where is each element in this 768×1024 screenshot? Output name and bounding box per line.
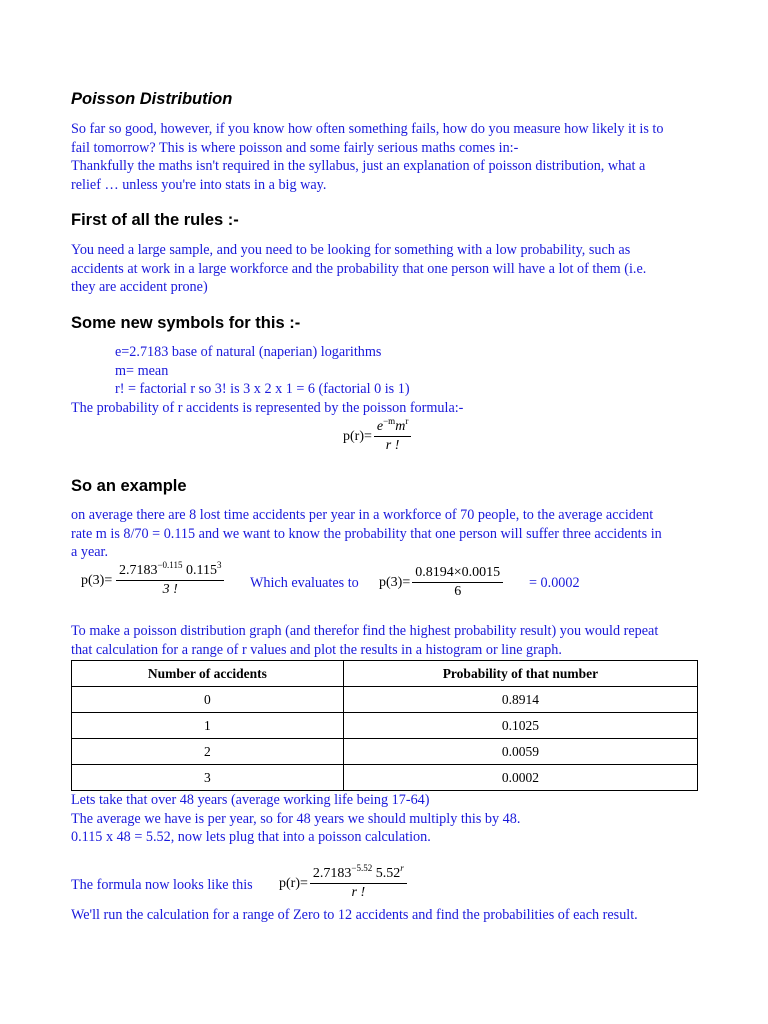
formula-exponent: −0.115 [157, 560, 183, 570]
table-cell: 2 [72, 739, 344, 765]
formula-base: 5.52 [375, 866, 401, 881]
table-cell: 0.1025 [343, 713, 697, 739]
formula-lhs: p(r)= [343, 428, 372, 444]
text-line: accidents at work in a large workforce and the probability that one person will have a lot of them (i.e. [71, 260, 647, 277]
formula-fraction [412, 565, 503, 600]
probability-table [71, 660, 698, 791]
formula-base: e [376, 419, 384, 434]
table-cell: 0.8914 [343, 687, 697, 713]
table-row [72, 713, 698, 739]
table-cell: 1 [72, 713, 344, 739]
formula-exponent: r [405, 416, 409, 426]
example-paragraph [71, 506, 703, 562]
text-line: fail tomorrow? This is where poisson and some fairly serious maths comes in:- [71, 139, 519, 156]
text-line: rate m is 8/70 = 0.115 and we want to know the probability that one person will suffer three accidents in [71, 525, 662, 542]
rules-paragraph [71, 241, 703, 297]
text-line: The average we have is per year, so for 48 years we should multiply this by 48. [71, 810, 521, 827]
formula-base: 2.7183 [312, 866, 352, 881]
formula-numerator [116, 560, 224, 581]
example-heading: So an example [71, 477, 187, 495]
text-line: Lets take that over 48 years (average working life being 17-64) [71, 792, 430, 808]
formula-base: m [395, 419, 406, 434]
column-header: Number of accidents [72, 661, 344, 687]
page-title: Poisson Distribution [71, 90, 233, 108]
formula-exponent: r [400, 863, 404, 873]
formula-denominator: 6 [454, 584, 462, 599]
formula-lhs: p(r)= [279, 875, 308, 891]
formula-numerator [310, 863, 407, 884]
table-row [72, 687, 698, 713]
table-row [72, 765, 698, 791]
formula-numerator [374, 416, 411, 437]
table-cell: 0.0002 [343, 765, 697, 791]
table-header-row [72, 661, 698, 687]
formula-lhs: p(3)= [379, 574, 411, 590]
evaluated-formula [379, 565, 503, 600]
formula-denominator: 3 ! [162, 582, 178, 597]
symbols-list [115, 343, 675, 399]
intro-paragraph [71, 120, 703, 194]
text-line: on average there are 8 lost time accidents per year in a workforce of 70 people, to the average accident [71, 507, 654, 523]
formula-denominator: r ! [351, 885, 366, 900]
text-line: relief … unless you're into stats in a big way. [71, 176, 327, 193]
formula-lhs: p(3)= [81, 572, 113, 588]
formula-base: 0.115 [185, 563, 217, 578]
text-line: 0.115 x 48 = 5.52, now lets plug that into a poisson calculation. [71, 829, 431, 845]
column-header: Probability of that number [343, 661, 697, 687]
formula-fraction [374, 416, 411, 454]
text-line: that calculation for a range of r values and plot the results in a histogram or line graph. [71, 641, 562, 658]
evaluates-label: Which evaluates to [250, 575, 359, 591]
text-line: Thankfully the maths isn't required in the syllabus, just an explanation of poisson distribution, what a [71, 158, 646, 174]
poisson-formula [343, 416, 411, 454]
text-line: So far so good, however, if you know how often something fails, how do you measure how likely it is to [71, 121, 664, 137]
formula-label: The formula now looks like this [71, 877, 253, 893]
symbols-heading: Some new symbols for this :- [71, 314, 301, 332]
graph-paragraph [71, 622, 703, 659]
text-line: The probability of r accidents is represented by the poisson formula:- [71, 400, 464, 416]
expanded-formula [279, 863, 407, 901]
text-line: a year. [71, 544, 109, 560]
outro-paragraph [71, 791, 703, 847]
text-line: they are accident prone) [71, 279, 208, 295]
closing-line [71, 906, 703, 925]
table-cell: 0 [72, 687, 344, 713]
example-formula [81, 560, 226, 598]
formula-denominator: r ! [385, 438, 400, 453]
text-line: To make a poisson distribution graph (and therefor find the highest probability result) you would repeat [71, 623, 659, 639]
symbol-item: r! = factorial r so 3! is 3 x 2 x 1 = 6 (factorial 0 is 1) [115, 381, 410, 397]
formula-exponent: −5.52 [351, 863, 373, 873]
result-value: = 0.0002 [529, 575, 580, 591]
formula-base: 2.7183 [118, 563, 158, 578]
formula-numerator: 0.8194×0.0015 [412, 565, 503, 583]
table-cell: 0.0059 [343, 739, 697, 765]
formula-fraction [114, 560, 226, 598]
formula-exponent: −m [383, 416, 396, 426]
table-cell: 3 [72, 765, 344, 791]
formula-exponent: 3 [216, 560, 222, 570]
rules-heading: First of all the rules :- [71, 211, 239, 229]
text-line: You need a large sample, and you need to be looking for something with a low probability, such as [71, 242, 631, 258]
symbol-item: m= mean [115, 362, 169, 379]
text-line: We'll run the calculation for a range of Zero to 12 accidents and find the probabilities of each result. [71, 907, 638, 923]
symbol-item: e=2.7183 base of natural (naperian) logarithms [115, 344, 382, 360]
table-row [72, 739, 698, 765]
formula-intro [71, 399, 703, 418]
formula-fraction [310, 863, 407, 901]
